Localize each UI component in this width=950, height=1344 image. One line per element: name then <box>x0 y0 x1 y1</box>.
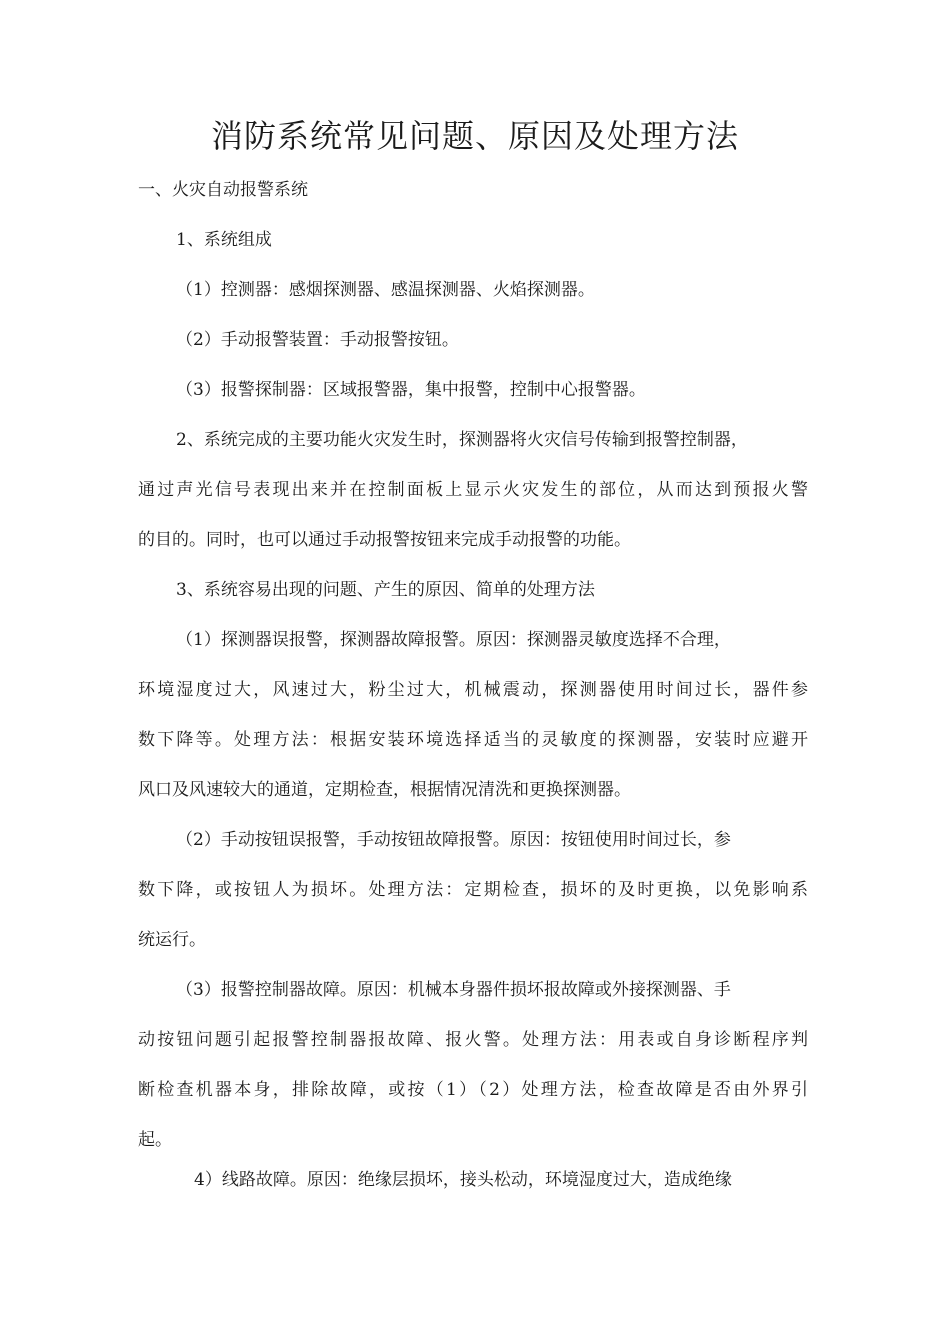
list-item: （1）控测器：感烟探测器、感温探测器、火焰探测器。 <box>176 280 595 300</box>
paragraph-line: 断检查机器本身，排除故障，或按（1）（2）处理方法，检查故障是否由外界引 <box>138 1080 808 1100</box>
paragraph-line: 数下降等。处理方法：根据安装环境选择适当的灵敏度的探测器，安装时应避开 <box>138 730 808 750</box>
document-title: 消防系统常见问题、原因及处理方法 <box>210 117 739 155</box>
paragraph-line: 4）线路故障。原因：绝缘层损坏，接头松动，环境湿度过大，造成绝缘 <box>194 1170 732 1190</box>
paragraph-line: 数下降，或按钮人为损坏。处理方法：定期检查，损坏的及时更换，以免影响系 <box>138 880 808 900</box>
section-heading: 一、火灾自动报警系统 <box>138 180 308 200</box>
paragraph-line: 起。 <box>138 1130 172 1150</box>
paragraph-line: 动按钮问题引起报警控制器报故障、报火警。处理方法：用表或自身诊断程序判 <box>138 1030 808 1050</box>
paragraph-line: （3）报警控制器故障。原因：机械本身器件损坏报故障或外接探测器、手 <box>176 980 731 1000</box>
paragraph-line: 通过声光信号表现出来并在控制面板上显示火灾发生的部位，从而达到预报火警 <box>138 480 808 500</box>
subsection-heading: 1、系统组成 <box>176 230 272 250</box>
subsection-heading: 3、系统容易出现的问题、产生的原因、简单的处理方法 <box>176 580 595 600</box>
paragraph-line: 2、系统完成的主要功能火灾发生时，探测器将火灾信号传输到报警控制器， <box>176 430 748 450</box>
list-item: （2）手动报警装置：手动报警按钮。 <box>176 330 459 350</box>
paragraph-line: （1）探测器误报警，探测器故障报警。原因：探测器灵敏度选择不合理， <box>176 630 731 650</box>
paragraph-line: 统运行。 <box>138 930 206 950</box>
paragraph-line: 的目的。同时，也可以通过手动报警按钮来完成手动报警的功能。 <box>138 530 631 550</box>
list-item: （3）报警探制器：区域报警器，集中报警，控制中心报警器。 <box>176 380 646 400</box>
paragraph-line: 风口及风速较大的通道，定期检查，根据情况清洗和更换探测器。 <box>138 780 631 800</box>
paragraph-line: 环境湿度过大，风速过大，粉尘过大，机械震动，探测器使用时间过长，器件参 <box>138 680 808 700</box>
paragraph-line: （2）手动按钮误报警，手动按钮故障报警。原因：按钮使用时间过长，参 <box>176 830 731 850</box>
